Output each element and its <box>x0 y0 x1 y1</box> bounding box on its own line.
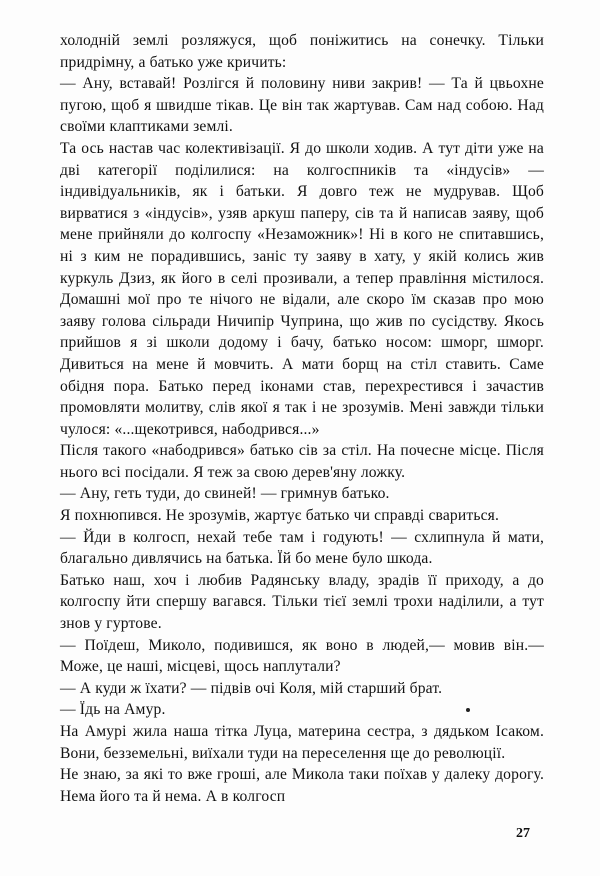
paragraph-12: На Амурі жила наша тітка Луца, материна сестра, з дядьком Ісаком. Вони, безземельні, виїхали туди на переселення ще до революції. <box>60 723 544 762</box>
paragraph-4: Після такого «набодрився» батько сів за стіл. На почесне місце. Після нього всі посідали. Я теж за свою дерев'яну ложку. <box>60 442 544 481</box>
paragraph-13: Не знаю, за які то вже гроші, але Микола таки поїхав у далеку дорогу. Нема його та й нема. А в колгосп <box>60 766 544 805</box>
paragraph-9: — Поїдеш, Миколо, подивишся, як воно в людей,— мовив він.— Може, це наші, місцеві, щось наплутали? <box>60 636 544 676</box>
paragraph-11: — Їдь на Амур. <box>60 701 166 719</box>
paragraph-3: Та ось настав час колективізації. Я до школи ходив. А тут діти уже на дві категорії поділилися: на колгоспників та «індусів» — індивідуальників, як і батьки. Я довго теж не мудрував. Щоб вирватися з «індусів», узяв аркуш паперу, сів та й написав заяву, щоб мене прийняли до колгоспу «Незаможник»! Ні в кого не спитавшись, ні з ким не порадившись, заніс ту заяву в хату, у якій колись жив куркуль Дзиз, як його в селі прозивали, а тепер правління містилося. Домашні мої про те нічого не відали, але скоро їм сказав про мою заяву голова сільради Ничипір Чуприна, що жив по сусідству. Якось прийшов я зі школи додому і бачу, батько носом: шморг, шморг. Дивиться на мене й мовчить. А мати борщ на стіл ставить. Саме обідня пора. Батько перед іконами став, перехрестився і зачастив промовляти молитву, слів якої я так і не зрозумів. Мені завжди тільки чулося: «...щекотрився, набодрився...» <box>60 139 544 438</box>
paragraph-6: Я похнюпився. Не зрозумів, жартує батько чи справді свариться. <box>60 507 500 525</box>
ink-speck <box>466 708 470 712</box>
paragraph-8: Батько наш, хоч і любив Радянську владу, зрадів її приходу, а до колгоспу йти спершу вагався. Тільки тієї землі трохи наділили, а тут знов у гуртове. <box>60 571 544 633</box>
paragraph-7: — Йди в колгосп, нехай тебе там і годують! — схлипнула й мати, благально дивлячись на батька. Їй бо мене було шкода. <box>60 528 544 568</box>
paragraph-5: — Ану, геть туди, до свиней! — гримнув батько. <box>60 485 390 503</box>
body-text <box>60 30 544 807</box>
page-number: 27 <box>516 826 530 841</box>
paragraph-10: — А куди ж їхати? — підвів очі Коля, мій старший брат. <box>60 679 443 697</box>
paragraph-2: — Ану, вставай! Розлігся й половину ниви закрив! — Та й цвьохне пугою, щоб я швидше тікав. Це він так жартував. Сам над собою. Над своїми клаптиками землі. <box>60 75 544 136</box>
paragraph-1: холодній землі розляжуся, щоб поніжитись на сонечку. Тільки придрімну, а батько уже кричить: <box>60 32 544 71</box>
